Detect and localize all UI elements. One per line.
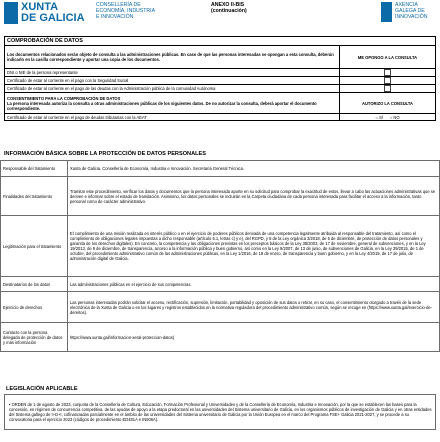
legislacion-title: LEGISLACIÓN APLICABLE bbox=[6, 386, 78, 392]
xunta-logo-icon bbox=[4, 2, 18, 24]
legislacion-table bbox=[4, 394, 436, 430]
no-radio[interactable]: ○ NO bbox=[389, 114, 400, 120]
bullet: • bbox=[9, 402, 12, 407]
row-label: Responsable del tratamiento bbox=[1, 161, 68, 177]
row-text: El cumplimiento de una misión realizada en interés público o en el ejercicio de poderes públicos derivada de una competencia legalmente atribuida al responsable del tratamiento, así como el cumplimiento de obligaciones legales impuestas a dicho responsable (artículo 6.1, letras c) y e), del RGPD, y 8 de la Ley orgánica 3/2018, de 5 de diciembre, de protección de datos personales y garantía de los derechos digitales). En concreto, la competencia y las obligaciones previstas en los preceptos básicos de la Ley 38/2003, de 17 de noviembre, general de subvenciones, y en la Ley 19/2013, de 9 de diciembre, de transparencia, acceso a la información pública y buen gobierno, así como en la Ley 9/2007, de 13 de junio, de subvenciones de Galicia, en la Ley 39/2015, de 1 de octubre, del procedimiento administrativo común de las administraciones públicas, en la Ley 1/2016, de 18 de enero, de transparencia y buen gobierno, y en la Ley 4/2019, de 17 de julio, de administración digital de Galicia. bbox=[68, 216, 440, 277]
proteccion-table bbox=[0, 160, 440, 352]
legislacion-text: ORDEN de 1 de agosto de 2023, conjunta de la Consellería de Cultura, Educación, Formación Profesional y Universidades y de la Consellería de Economía, Industria e Innovación, por la que se establecen las bases para la concesión, en régimen de concurrencia competitiva, de las ayudas de apoyo a la etapa predoctoral en las universidades del Sistema universitario de Galicia, en los organismos públicos de investigación de Galicia y en otras entidades del Sistema gallego de I+D+I, cofinanciadas parcialmente en el ámbito de las universidades del Sistema universitario de Galicia por la Unión Europea en el marco del Programa FSE+ Galicia 2021-2027, y se procede a su convocatoria para el ejercicio 2023 (códigos de procedimiento ED481A e IN606A). bbox=[9, 402, 432, 422]
row-label: Contacto con la persona delegada de protección de datos y más información bbox=[1, 323, 68, 352]
row-text: Tramitar este procedimiento, verificar los datos y documentos que la persona interesada aporte en su solicitud para comprobar la exactitud de estos, llevar a cabo las actuaciones administrativas que se deriven e informar sobre el estado de tramitación. Asimismo, los datos personales se incluirán en la Carpeta ciudadana de cada persona interesada para facilitar el acceso a la información, tanto personal como de carácter administrativo. bbox=[68, 177, 440, 216]
row-text: Xunta de Galicia. Consellería de Economía, Industria e Innovación. Secretaría General Técnica. bbox=[68, 161, 440, 177]
row-label: Legitimación para el tratamiento bbox=[1, 216, 68, 277]
comprobacion-table bbox=[4, 36, 436, 121]
row-text: Las administraciones públicas en el ejercicio de sus competencias. bbox=[68, 277, 440, 292]
department-name: CONSELLERÍA DE ECONOMÍA, INDUSTRIA E INNOVACIÓN bbox=[96, 2, 156, 20]
consent-text: La persona interesada autoriza la consulta a otras administraciones públicas de los siguientes datos. De no autorizar la consulta, deberá aportar el documento correspondiente. bbox=[7, 100, 317, 111]
row-label: Ejercicio de derechos bbox=[1, 292, 68, 323]
authorize-header: AUTORIZO LA CONSULTA bbox=[340, 93, 436, 114]
anexo-title: ANEXO II-BIS (continuación) bbox=[211, 2, 247, 14]
row-label: Destinatarios de los datos bbox=[1, 277, 68, 292]
comprobacion-title: COMPROBACIÓN DE DATOS bbox=[5, 37, 436, 46]
check-row-label: Certificado de estar al corriente en el pago de las deudas con la Administración pública de la comunidad Autónoma bbox=[5, 85, 340, 93]
oppose-header: ME OPONGO A LA CONSULTA bbox=[340, 46, 436, 69]
row-text: Las personas interesadas podrán solicitar el acceso, rectificación, supresión, limitación, portabilidad y oposición de sus datos o retirar, en su caso, el consentimiento otorgado a través de la sede electrónica de la Xunta de Galicia o en los lugares y registros establecidos en la normativa reguladora del procedimiento administrativo común, según se recoge en (https://www.xunta.gal/exercicio-de-dereitos). bbox=[68, 292, 440, 323]
check-row-label: DNI o NIE de la persona representante bbox=[5, 69, 340, 77]
comprobacion-intro: Los documentos relacionados serán objeto de consulta a las administraciones públicas. En caso de que las personas interesadas se opongan a esta consulta, deberán indicarlo en la casilla correspondiente y aportar una copia de los documentos. bbox=[5, 46, 340, 69]
oppose-checkbox[interactable] bbox=[384, 85, 391, 92]
agency-logo-icon bbox=[381, 2, 392, 22]
consent-title: CONSENTIMIENTO PARA LA COMPROBACIÓN DE DATOS bbox=[7, 95, 121, 101]
row-label: Finalidades del tratamiento bbox=[1, 177, 68, 216]
proteccion-title: INFORMACIÓN BÁSICA SOBRE LA PROTECCIÓN DE DATOS PERSONALES bbox=[4, 151, 207, 157]
oppose-checkbox[interactable] bbox=[384, 69, 391, 76]
logo-line2: DE GALICIA bbox=[21, 12, 85, 24]
logo-line1: XUNTA bbox=[21, 1, 59, 13]
check-row-label: Certificado de estar al corriente en el pago con la Seguridad Social bbox=[5, 77, 340, 85]
check-row-label: Certificado de estar al corriente en el pago de deudas tributarias con la AEAT bbox=[5, 114, 340, 121]
si-radio[interactable]: ○ SÍ bbox=[375, 114, 383, 120]
row-link[interactable]: https://www.xunta.gal/informacion-xeral-proteccion-datos) bbox=[68, 323, 440, 352]
oppose-checkbox[interactable] bbox=[384, 77, 391, 84]
